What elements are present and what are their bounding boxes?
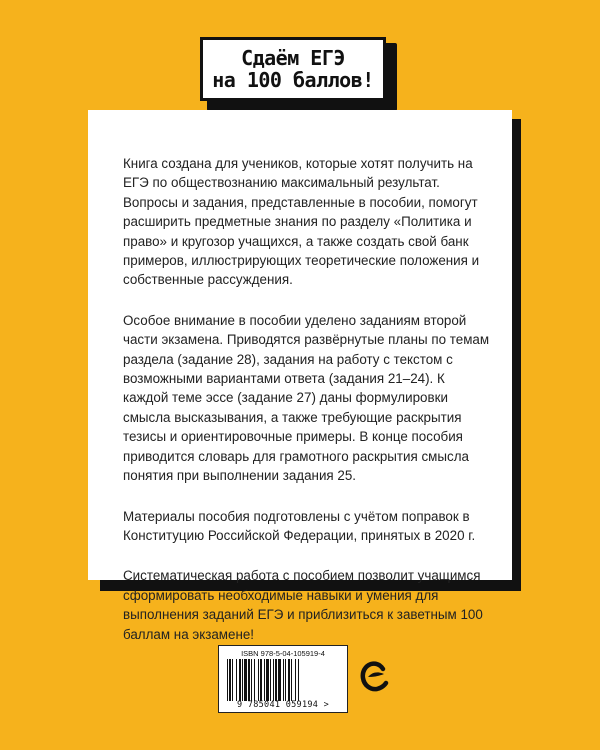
barcode-graphic xyxy=(225,659,341,701)
barcode-bar xyxy=(283,659,284,701)
barcode-bar xyxy=(285,659,286,701)
barcode-bar xyxy=(232,659,233,701)
barcode-bar xyxy=(275,659,277,701)
barcode-bar xyxy=(244,659,247,701)
barcode-bar xyxy=(270,659,271,701)
barcode-bar xyxy=(239,659,241,701)
barcode-bar xyxy=(229,659,231,701)
barcode-bar xyxy=(288,659,290,701)
barcode-bar xyxy=(236,659,237,701)
eksmo-logo-icon xyxy=(359,660,389,694)
barcode-bar xyxy=(251,659,252,701)
barcode-bar xyxy=(295,659,296,701)
isbn-label: ISBN 978-5-04-105919-4 xyxy=(241,649,325,658)
isbn-barcode-block xyxy=(218,645,348,713)
barcode-bar xyxy=(254,659,255,701)
barcode-bar xyxy=(273,659,274,701)
barcode-bar xyxy=(260,659,262,701)
barcode-bar xyxy=(291,659,292,701)
barcode-bar xyxy=(242,659,243,701)
paragraph-second-part: Особое внимание в пособии уделено заданиям второй части экзамена. Приводятся развёрнутые планы по темам раздела (задание 28), задания на работу с текстом с возможными вариантами ответа (задания 21–24). К каждой теме эссе (задание 27) даны формулировки смысла высказывания, а также требующие раскрытия тезисы и ориентировочные примеры. В конце пособия приводится словарь для грамотного раскрытия смысла понятия при выполнении задания 25. xyxy=(123,312,490,484)
barcode-bar xyxy=(258,659,259,701)
barcode-bar xyxy=(278,659,281,701)
barcode-digits: 9 785041 059194 > xyxy=(236,700,330,710)
badge-line-1: Сдаём ЕГЭ xyxy=(241,46,345,70)
barcode-bar xyxy=(264,659,265,701)
barcode-bar xyxy=(248,659,250,701)
paragraph-intro: Книга создана для учеников, которые хотят получить на ЕГЭ по обществознанию максимальный результат. Вопросы и задания, представленные в пособии, помогут расширить предметные знания по разделу «Политика и право» и кругозор учащихся, а также создать свой банк примеров, иллюстрирующих теоретические положения и собственные рассуждения. xyxy=(123,156,480,288)
badge-line-2: на 100 баллов! xyxy=(212,68,374,92)
description-panel xyxy=(88,110,512,642)
headline-badge xyxy=(200,37,386,101)
paragraph-constitution: Материалы пособия подготовлены с учётом поправок в Конституцию Российской Федерации, принятых в 2020 г. xyxy=(123,508,476,543)
barcode-bar xyxy=(298,659,299,701)
paragraph-conclusion: Систематическая работа с пособием позволит учащимся сформировать необходимые навыки и умения для выполнения заданий ЕГЭ и приблизиться к заветным 100 баллам на экзамене! xyxy=(123,568,483,642)
barcode-bar xyxy=(266,659,269,701)
barcode-bar xyxy=(227,659,228,701)
